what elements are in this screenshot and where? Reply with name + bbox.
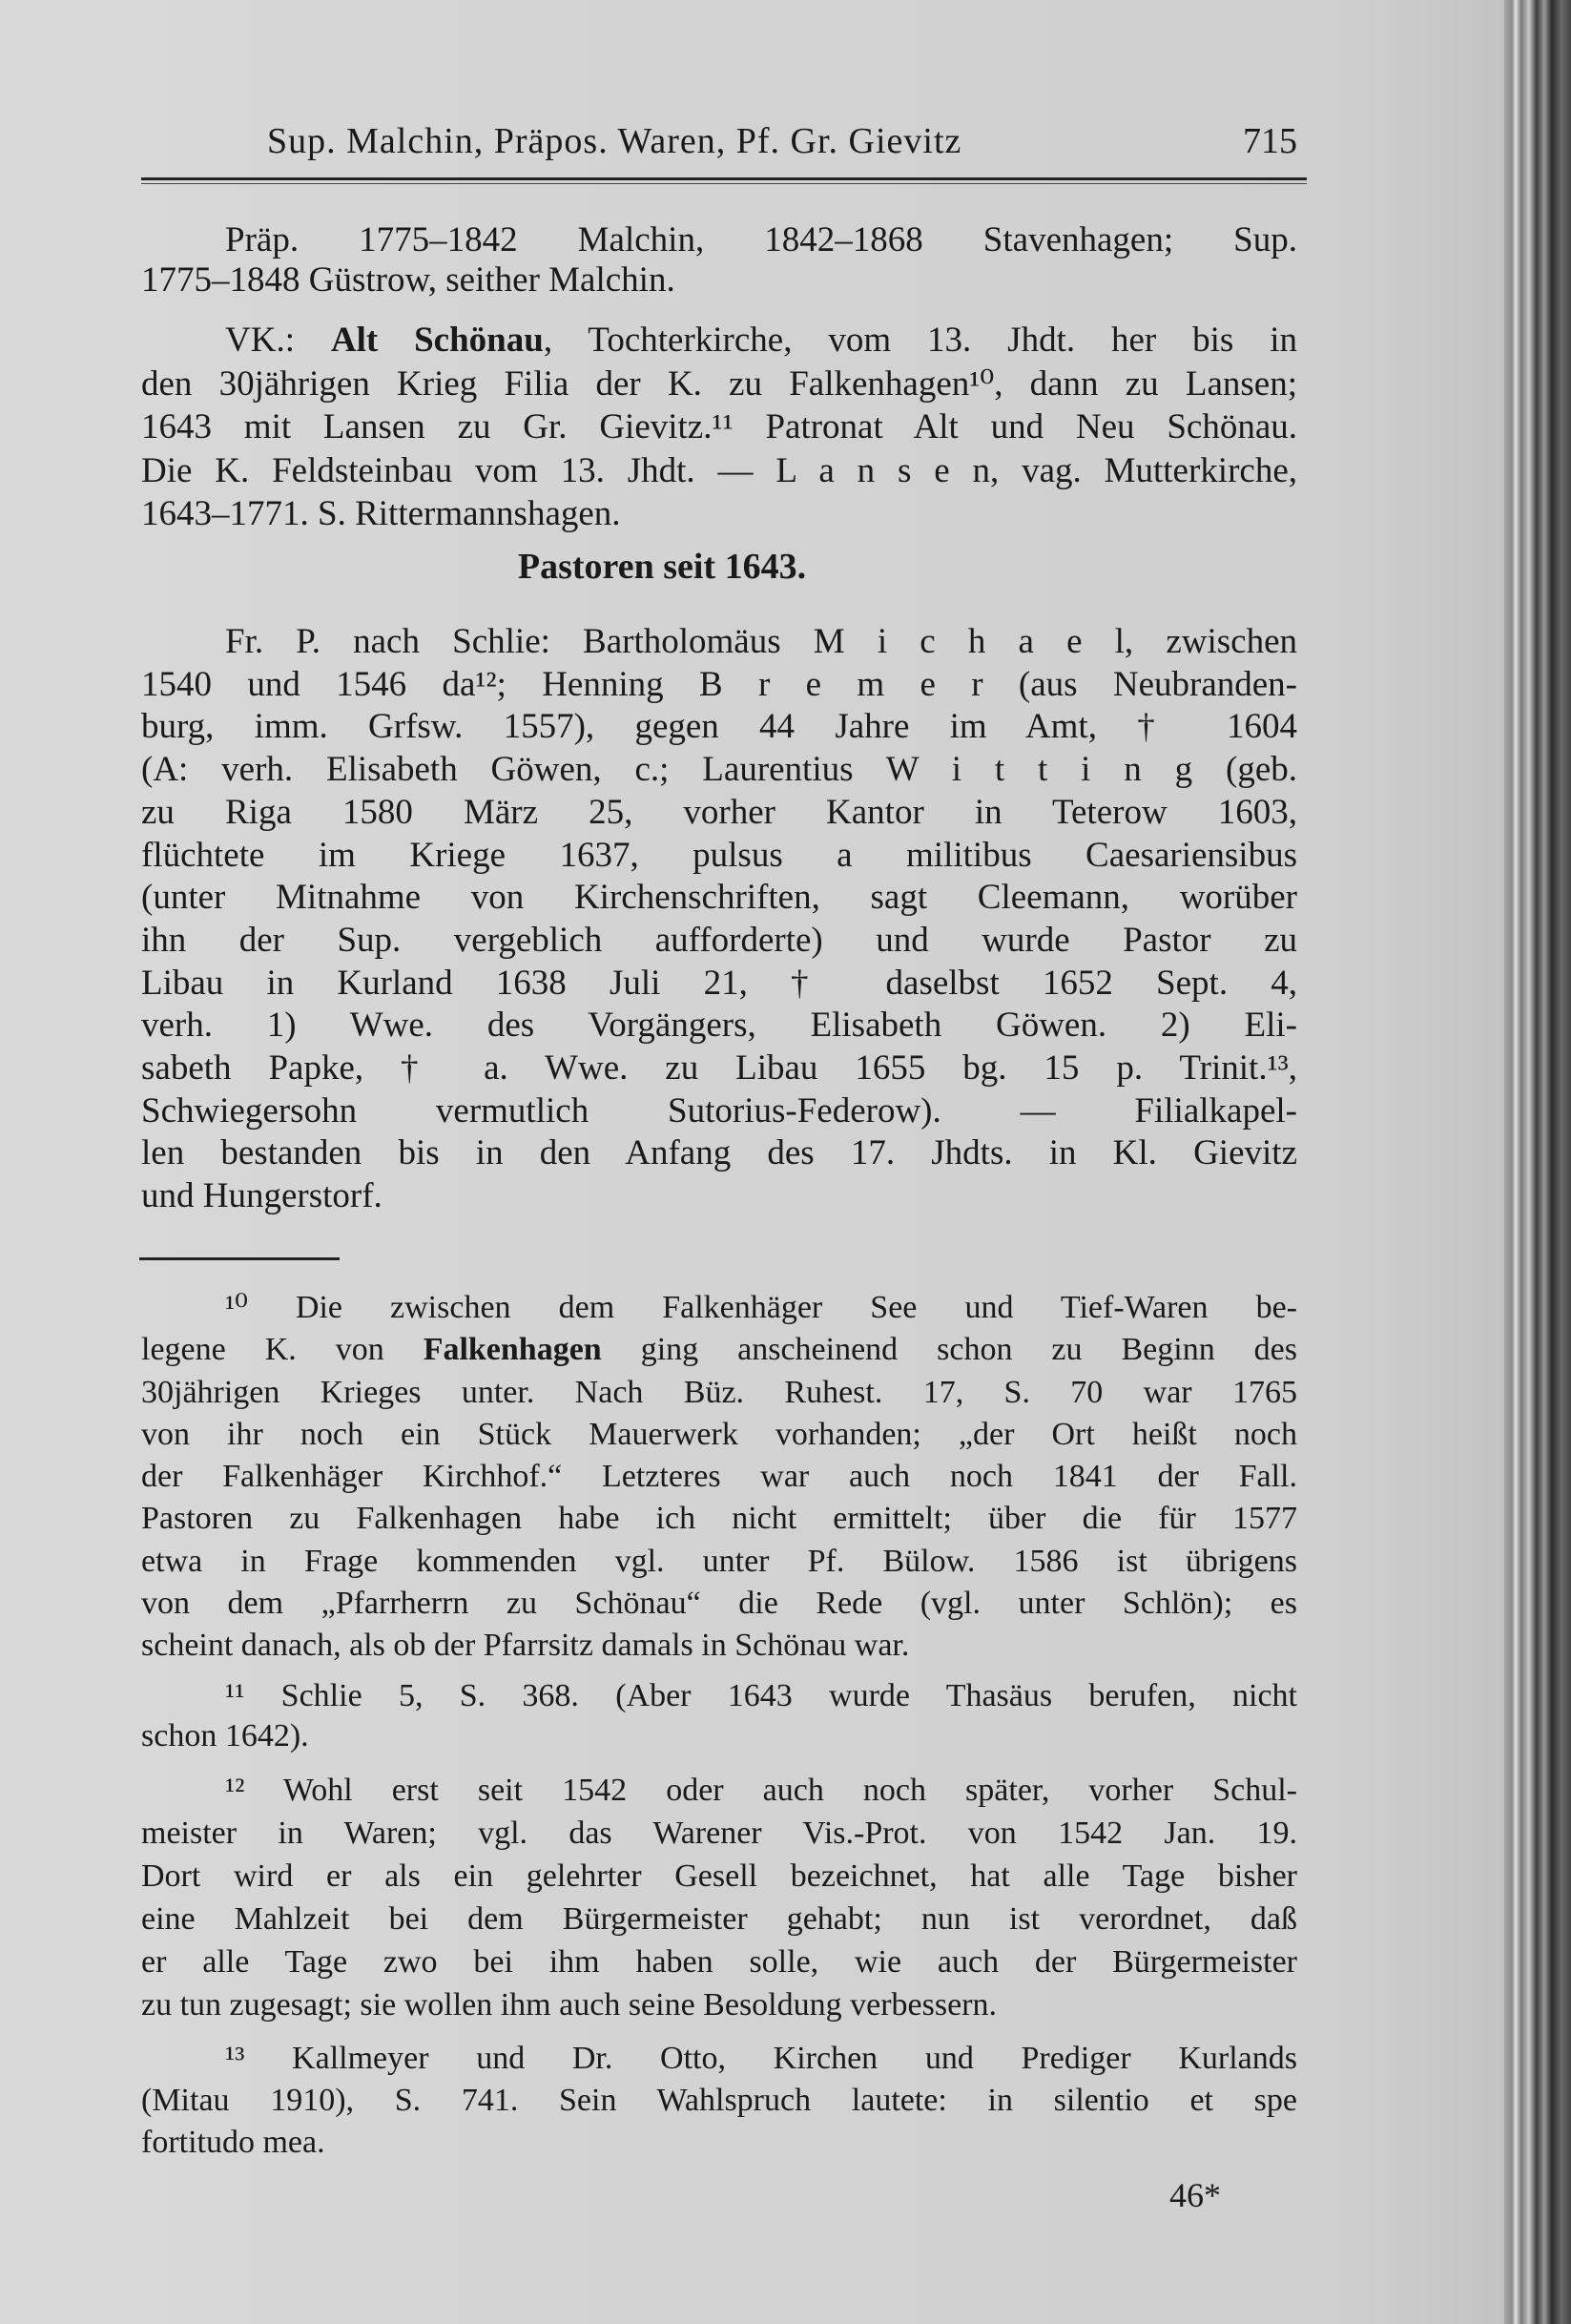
running-header (267, 120, 1297, 168)
book-binding-edge (1504, 0, 1571, 2324)
page-number: 715 (1243, 121, 1297, 161)
text-line: flüchtete im Kriege 1637, pulsus a militibus Caesariensibus (141, 835, 1297, 875)
footnote-11 (141, 1676, 1297, 1756)
text-line: Pastoren zu Falkenhagen habe ich nicht ermittelt; über die für 1577 (141, 1501, 1297, 1537)
printer-signature-mark: 46* (1169, 2176, 1221, 2214)
text-line: (unter Mitnahme von Kirchenschriften, sagt Cleemann, worüber (141, 878, 1297, 918)
text-line: (Mitau 1910), S. 741. Sein Wahlspruch lautete: in silentio et spe (141, 2083, 1297, 2118)
text-line: ¹³ Kallmeyer und Dr. Otto, Kirchen und Prediger Kurlands (225, 2041, 1297, 2076)
text-line: Die K. Feldsteinbau vom 13. Jhdt. — L a n s e n, vag. Mutterkirche, (141, 450, 1297, 490)
text-line (141, 1329, 1297, 1371)
text-line: den 30jährigen Krieg Filia der K. zu Falkenhagen¹⁰, dann zu Lansen; (141, 363, 1297, 404)
text-line: zu Riga 1580 März 25, vorher Kantor in Teterow 1603, (141, 792, 1297, 832)
section-heading: Pastoren seit 1643. (517, 547, 807, 587)
text-line: von dem „Pfarrherrn zu Schönau“ die Rede (vgl. unter Schlön); es (141, 1586, 1297, 1622)
header-rule-thin (141, 183, 1307, 184)
header-title: Sup. Malchin, Präpos. Waren, Pf. Gr. Gievitz (267, 121, 962, 161)
text-line: ¹⁰ Die zwischen dem Falkenhäger See und Tief-Waren be- (225, 1290, 1297, 1325)
text-line: der Falkenhäger Kirchhof.“ Letzteres war auch noch 1841 der Fall. (141, 1459, 1297, 1495)
text-line: Libau in Kurland 1638 Juli 21, † daselbst 1652 Sept. 4, (141, 963, 1297, 1003)
text-line: ihn der Sup. vergeblich aufforderte) und wurde Pastor zu (141, 920, 1297, 960)
text-line: schon 1642). (141, 1718, 309, 1753)
text-segment: VK.: (225, 321, 331, 360)
text-line: etwa in Frage kommenden vgl. unter Pf. Bülow. 1586 ist übrigens (141, 1543, 1297, 1579)
text-line: meister in Waren; vgl. das Warener Vis.-Prot. von 1542 Jan. 19. (141, 1816, 1297, 1851)
footnote-13 (141, 2038, 1297, 2164)
text-line: 1775–1848 Güstrow, seither Malchin. (141, 260, 675, 300)
text-line: Fr. P. nach Schlie: Bartholomäus M i c h a e l, zwischen (225, 622, 1297, 661)
text-segment: , Tochterkirche, vom 13. Jhdt. her bis in (543, 321, 1297, 360)
text-line: (A: verh. Elisabeth Göwen, c.; Laurentius W i t t i n g (geb. (141, 750, 1297, 790)
text-line: 1643 mit Lansen zu Gr. Gievitz.¹¹ Patronat Alt und Neu Schönau. (141, 407, 1297, 446)
text-line: zu tun zugesagt; sie wollen ihm auch seine Besoldung verbessern. (141, 1987, 997, 2023)
text-line: Präp. 1775–1842 Malchin, 1842–1868 Stavenhagen; Sup. (225, 220, 1297, 259)
text-line: und Hungerstorf. (141, 1176, 382, 1216)
text-line: sabeth Papke, † a. Wwe. zu Libau 1655 bg. 15 p. Trinit.¹³, (141, 1048, 1297, 1089)
paragraph-praepositur (141, 220, 1297, 301)
text-line: verh. 1) Wwe. des Vorgängers, Elisabeth Göwen. 2) Eli- (141, 1006, 1297, 1046)
text-line: 1540 und 1546 da¹²; Henning B r e m e r (aus Neubranden- (141, 664, 1297, 704)
text-line: er alle Tage zwo bei ihm haben solle, wie auch der Bürgermeister (141, 1944, 1297, 1980)
text-line: ¹¹ Schlie 5, S. 368. (Aber 1643 wurde Thasäus berufen, nicht (225, 1678, 1297, 1713)
footnote-10 (141, 1287, 1297, 1668)
text-line (141, 319, 1297, 363)
text-line: len bestanden bis in den Anfang des 17. Jhdts. in Kl. Gievitz (141, 1133, 1297, 1173)
text-line: eine Mahlzeit bei dem Bürgermeister gehabt; nun ist verordnet, daß (141, 1901, 1297, 1937)
text-line: von ihr noch ein Stück Mauerwerk vorhanden; „der Ort heißt noch (141, 1416, 1297, 1452)
text-line: 30jährigen Krieges unter. Nach Büz. Ruhest. 17, S. 70 war 1765 (141, 1374, 1297, 1410)
paragraph-vk-alt-schoenau (141, 319, 1297, 536)
paragraph-pastoren (141, 621, 1297, 1218)
text-line: burg, imm. Grfsw. 1557), gegen 44 Jahre im Amt, † 1604 (141, 707, 1297, 747)
footnote-rule (139, 1257, 340, 1260)
bold-place-name: Alt Schönau (330, 321, 544, 360)
text-line: ¹² Wohl erst seit 1542 oder auch noch später, vorher Schul- (225, 1773, 1297, 1808)
text-line: scheint danach, als ob der Pfarrsitz damals in Schönau war. (141, 1628, 910, 1664)
text-line: Dort wird er als ein gelehrter Gesell bezeichnet, hat alle Tage bisher (141, 1858, 1297, 1894)
bold-place-name: Falkenhagen (423, 1332, 602, 1368)
text-line: fortitudo mea. (141, 2125, 325, 2160)
text-line: 1643–1771. S. Rittermannshagen. (141, 494, 621, 533)
text-line: Schwiegersohn vermutlich Sutorius-Federow). — Filialkapel- (141, 1090, 1297, 1131)
header-rule (141, 177, 1307, 180)
text-segment: ging anscheinend schon zu Beginn des (601, 1332, 1297, 1368)
footnote-12 (141, 1769, 1297, 2026)
text-segment: legene K. von (141, 1332, 424, 1368)
